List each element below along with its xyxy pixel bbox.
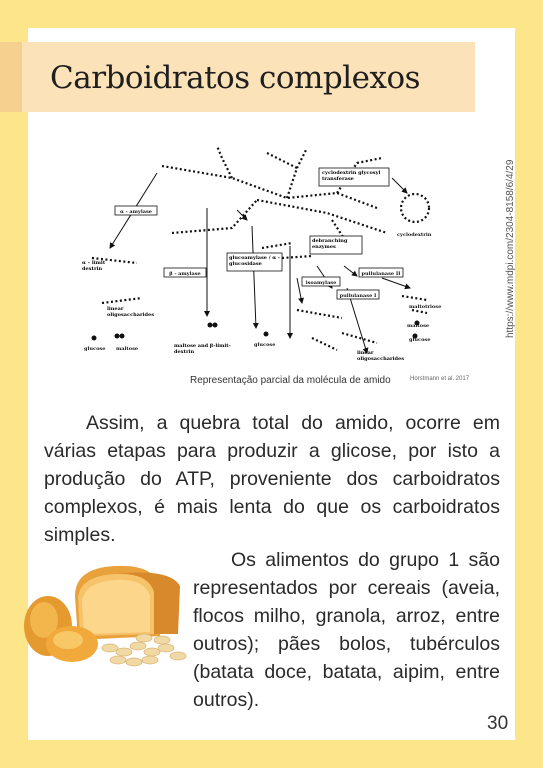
label-pullulanase-1: pullulanase I — [339, 293, 377, 299]
label-linear-oligo-right: linear oligosaccharides — [357, 350, 405, 362]
label-glucose-center: glucose — [254, 342, 276, 348]
page-number: 30 — [487, 713, 509, 734]
label-glucoamylase: glucoamylase / α -glucosidase — [229, 255, 280, 267]
diagram-caption: Representação parcial da molécula de amido — [190, 375, 391, 386]
label-isoamylase: isoamylase — [305, 280, 337, 286]
oat-flakes-icon — [102, 634, 186, 666]
label-cyclodextrin: cyclodextrin — [397, 232, 432, 238]
label-maltose-left: maltose — [116, 346, 139, 352]
cyclodextrin-ring — [401, 194, 429, 222]
label-maltose-beta-dextrin: maltose and β-limit-dextrin — [174, 343, 231, 355]
paragraph-starch-breakdown: Assim, a quebra total do amido, ocorre em várias etapas para produzir a glicose, por isto a produção do ATP, proveniente dos carboidratos complexos, é mais lenta do que os carboidratos simples. — [44, 412, 500, 546]
bread-loaf-icon — [75, 566, 180, 640]
label-linear-oligo-left: linear oligosaccharides — [107, 306, 155, 318]
label-maltotriose: maltotriose — [409, 304, 442, 310]
label-maltose-right: maltose — [407, 323, 430, 329]
label-pullulanase-2: pullulanase II — [361, 271, 401, 277]
starch-breakdown-diagram — [82, 138, 442, 373]
bread-potato-illustration — [20, 556, 196, 668]
label-alpha-amylase: α - amylase — [120, 209, 152, 215]
label-glucose-left: glucose — [84, 346, 106, 352]
paragraph-food-group: Os alimentos do grupo 1 são representados por cereais (aveia, flocos milho, granola, arroz, entre outros); pães bolos, tubérculos (batata doce, batata, aipim, entre outros). — [193, 549, 500, 711]
page-title: Carboidratos complexos — [50, 60, 421, 96]
label-cyclodextrin-enzyme: cyclodextrin glycosyl transferase — [322, 170, 381, 182]
label-glucose-right: glucose — [409, 337, 431, 343]
source-link[interactable]: https://www.mdpi.com/2304-8158/6/4/29 — [505, 159, 516, 338]
label-limit-dextrin: α – limit dextrin — [82, 260, 106, 272]
label-beta-amylase: β - amylase — [169, 271, 201, 277]
diagram-credit: Horstmann et al. 2017 — [410, 376, 470, 382]
label-debranching: debranching enzymes — [312, 238, 348, 250]
